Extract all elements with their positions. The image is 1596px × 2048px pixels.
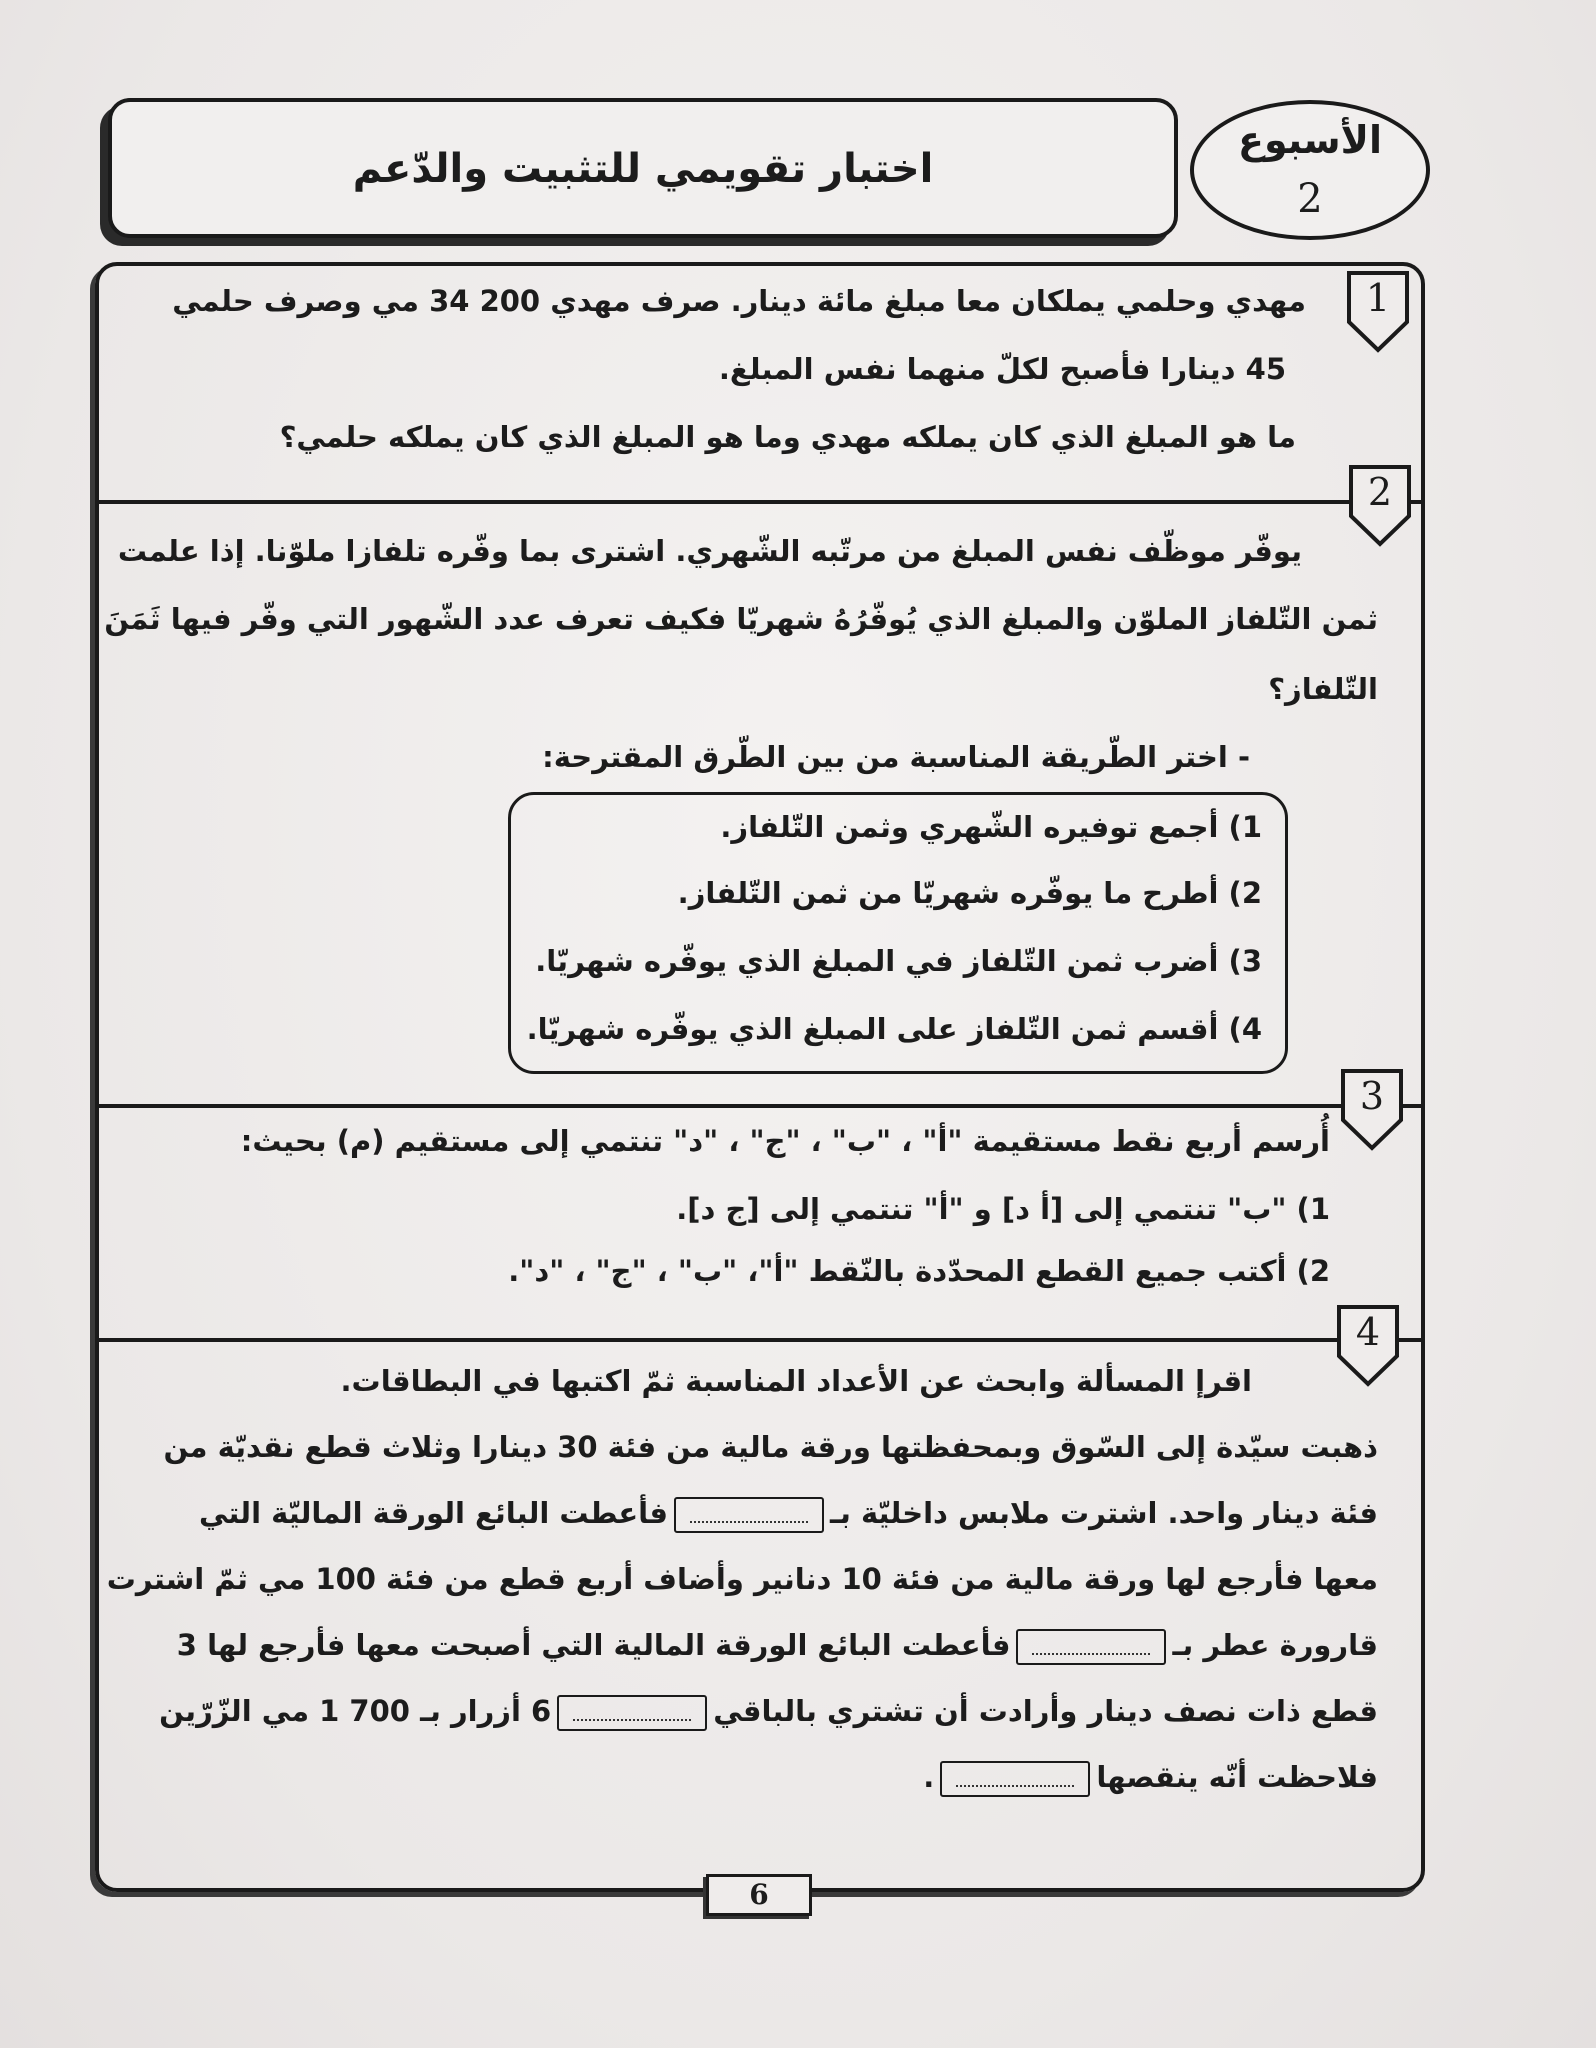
answer-card-3[interactable] bbox=[557, 1695, 707, 1731]
title-box bbox=[108, 98, 1178, 238]
q4-line-6-part-b: . bbox=[923, 1760, 935, 1794]
q2-line-1: يوفّر موظّف نفس المبلغ من مرتّبه الشّهري. اشترى بما وفّره تلفازا ملوّنا. إذا علمت bbox=[117, 534, 1302, 568]
q4-line-6 bbox=[923, 1760, 1378, 1797]
page-number: 6 bbox=[706, 1874, 812, 1916]
q1-line-1: مهدي وحلمي يملكان معا مبلغ مائة دينار. صرف مهدي 200 34 مي وصرف حلمي bbox=[172, 284, 1306, 318]
divider-2 bbox=[99, 1104, 1421, 1108]
q4-line-2-part-a: فئة دينار واحد. اشترت ملابس داخليّة بـ bbox=[830, 1496, 1378, 1530]
q2-line-3: التّلفاز؟ bbox=[1268, 672, 1378, 706]
q2-option-2: 2) أطرح ما يوفّره شهريّا من ثمن التّلفاز. bbox=[677, 876, 1262, 910]
week-label: الأسبوع bbox=[1238, 118, 1382, 162]
answer-card-2[interactable] bbox=[1016, 1629, 1166, 1665]
answer-card-4[interactable] bbox=[940, 1761, 1090, 1797]
week-number: 2 bbox=[1297, 176, 1323, 222]
question-2-tag bbox=[1348, 464, 1412, 538]
q4-line-5-part-b: 6 أزرار بـ 700 1 مي الزّرّين bbox=[159, 1694, 552, 1728]
q4-line-6-part-a: فلاحظت أنّه ينقصها bbox=[1096, 1760, 1378, 1794]
q4-line-5-part-a: قطع ذات نصف دينار وأرادت أن تشتري بالباقي bbox=[713, 1694, 1378, 1728]
q2-line-2: ثمن التّلفاز الملوّن والمبلغ الذي يُوفّرُهُ شهريّا فكيف تعرف عدد الشّهور التي وفّر فيها ثَمَنَ bbox=[104, 602, 1378, 636]
q2-option-4: 4) أقسم ثمن التّلفاز على المبلغ الذي يوفّره شهريّا. bbox=[526, 1012, 1262, 1046]
q4-line-5 bbox=[159, 1694, 1378, 1731]
question-4-tag bbox=[1336, 1304, 1400, 1378]
q4-intro: اقرإ المسألة وابحث عن الأعداد المناسبة ثمّ اكتبها في البطاقات. bbox=[340, 1364, 1252, 1398]
page-title: اختبار تقويمي للتثبيت والدّعم bbox=[352, 146, 934, 192]
q3-line-1: أُرسم أربع نقط مستقيمة "أ" ، "ب" ، "ج" ، "د" تنتمي إلى مستقيم (م) بحيث: bbox=[240, 1124, 1330, 1158]
question-1-number: 1 bbox=[1365, 276, 1391, 320]
q2-option-1: 1) أجمع توفيره الشّهري وثمن التّلفاز. bbox=[720, 810, 1262, 844]
q4-line-4-part-b: فأعطت البائع الورقة المالية التي أصبحت معها فأرجع لها 3 bbox=[176, 1628, 1011, 1662]
week-badge bbox=[1190, 100, 1430, 240]
question-1-tag bbox=[1346, 270, 1410, 344]
q4-line-3: معها فأرجع لها ورقة مالية من فئة 10 دنانير وأضاف أربع قطع من فئة 100 مي ثمّ اشترت bbox=[106, 1562, 1378, 1596]
q2-option-3: 3) أضرب ثمن التّلفاز في المبلغ الذي يوفّره شهريّا. bbox=[535, 944, 1262, 978]
divider-1 bbox=[99, 500, 1421, 504]
q3-line-3: 2) أكتب جميع القطع المحدّدة بالنّقط "أ"، "ب" ، "ج" ، "د". bbox=[508, 1254, 1330, 1288]
q4-line-4 bbox=[177, 1628, 1378, 1665]
answer-card-1[interactable] bbox=[674, 1497, 824, 1533]
question-3-tag bbox=[1340, 1068, 1404, 1142]
q4-line-2 bbox=[199, 1496, 1378, 1533]
q4-line-4-part-a: قارورة عطر بـ bbox=[1172, 1628, 1378, 1662]
q3-line-2: 1) "ب" تنتمي إلى [أ د] و "أ" تنتمي إلى [ج د]. bbox=[676, 1192, 1330, 1226]
divider-3 bbox=[99, 1338, 1421, 1342]
question-3-number: 3 bbox=[1359, 1074, 1385, 1118]
q4-line-2-part-b: فأعطت البائع الورقة الماليّة التي bbox=[199, 1496, 669, 1530]
q4-line-1: ذهبت سيّدة إلى السّوق وبمحفظتها ورقة مالية من فئة 30 دينارا وثلاث قطع نقديّة من bbox=[163, 1430, 1378, 1464]
question-4-number: 4 bbox=[1355, 1310, 1381, 1354]
q1-line-3: ما هو المبلغ الذي كان يملكه مهدي وما هو المبلغ الذي كان يملكه حلمي؟ bbox=[279, 420, 1296, 454]
q2-instruction: - اختر الطّريقة المناسبة من بين الطّرق المقترحة: bbox=[542, 740, 1250, 774]
q1-line-2: 45 دينارا فأصبح لكلّ منهما نفس المبلغ. bbox=[718, 352, 1286, 386]
question-2-number: 2 bbox=[1367, 470, 1393, 514]
